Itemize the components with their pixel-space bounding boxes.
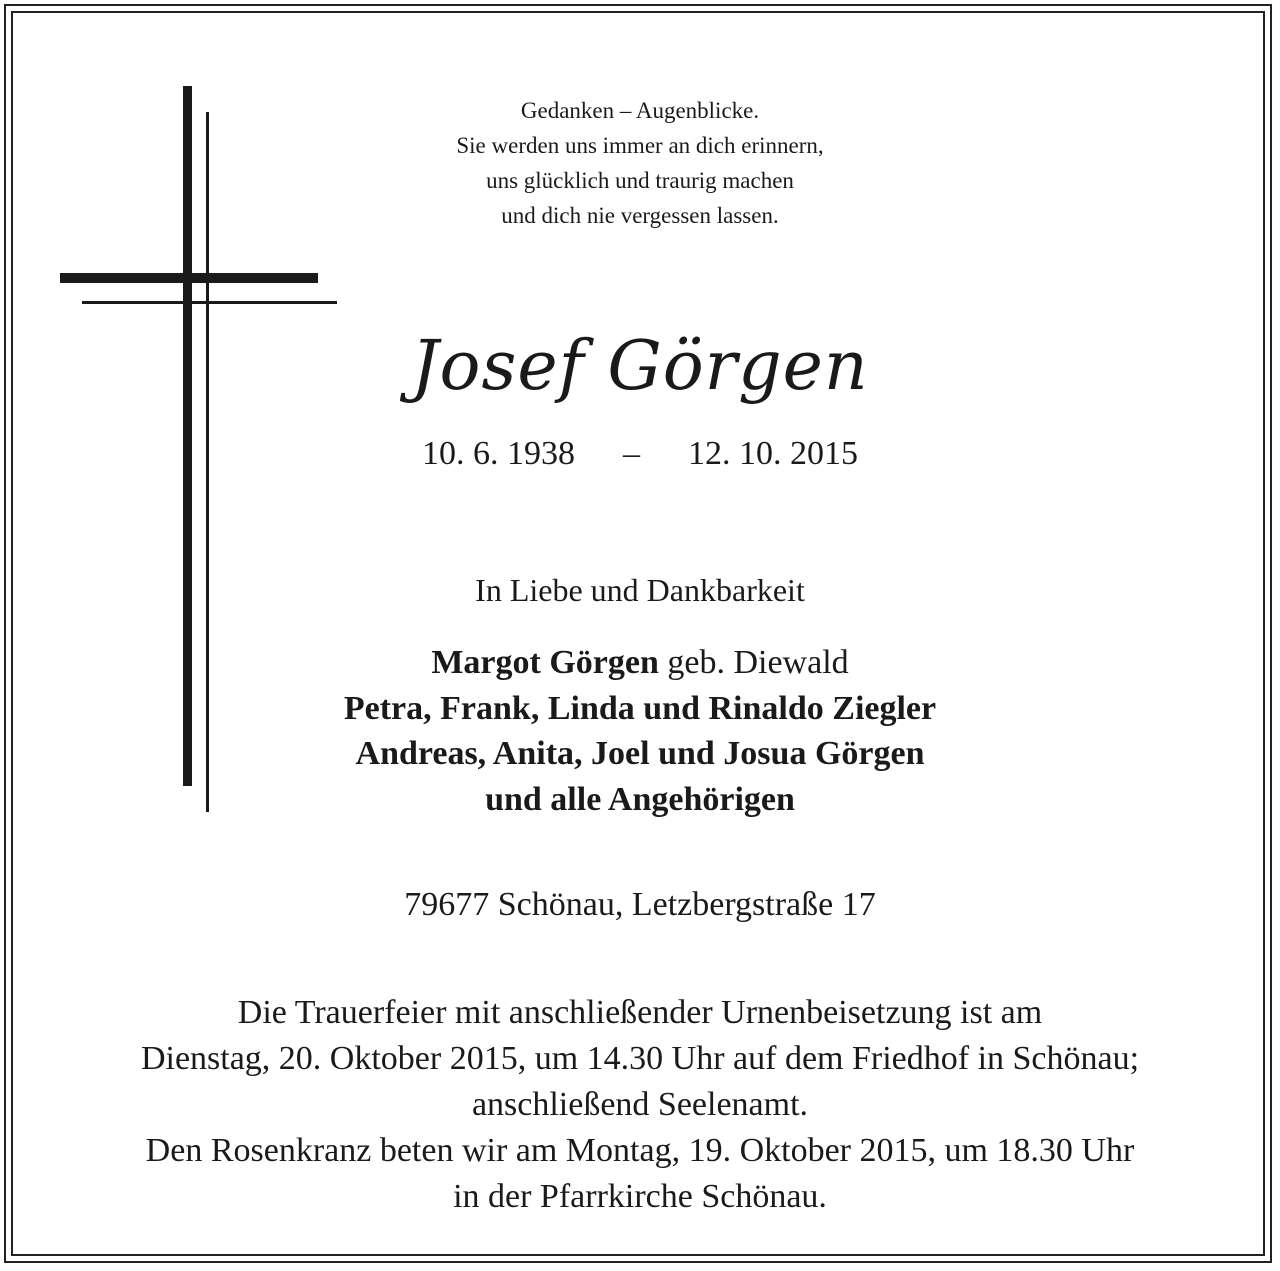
service-line: Die Trauerfeier mit anschließender Urnenbeisetzung ist am (237, 994, 1043, 1031)
mourner-maiden-name: geb. Diewald (658, 644, 849, 681)
service-line: Den Rosenkranz beten wir am Montag, 19. Oktober 2015, um 18.30 Uhr (145, 1132, 1135, 1169)
service-line: anschließend Seelenamt. (471, 1086, 809, 1123)
motto-line: und dich nie vergessen lassen. (501, 203, 779, 228)
cross-horizontal-bar (60, 273, 318, 283)
mourners-list (0, 640, 1280, 822)
mourner-line: Petra, Frank, Linda und Rinaldo Ziegler (343, 689, 937, 727)
mourner-line: und alle Angehörigen (485, 780, 795, 818)
birth-date: 10. 6. 1938 (422, 435, 575, 472)
date-separator: – (623, 435, 640, 472)
mourner-line: Andreas, Anita, Joel und Josua Görgen (355, 735, 925, 772)
service-details (0, 990, 1280, 1220)
motto-verse (0, 93, 1280, 233)
service-line: Dienstag, 20. Oktober 2015, um 14.30 Uhr auf dem Friedhof in Schönau; (140, 1040, 1140, 1077)
motto-line: Sie werden uns immer an dich erinnern, (456, 133, 824, 158)
mourner-primary-name: Margot Görgen (431, 644, 659, 681)
deceased-name: Josef Görgen (411, 327, 869, 406)
motto-line: Gedanken – Augenblicke. (520, 98, 760, 123)
motto-line: uns glücklich und traurig machen (486, 168, 794, 193)
dedication-line: In Liebe und Dankbarkeit (475, 572, 805, 608)
mourners-address: 79677 Schönau, Letzbergstraße 17 (404, 886, 876, 923)
death-date: 12. 10. 2015 (688, 435, 858, 472)
mourner-line (0, 640, 1280, 686)
service-line: in der Pfarrkirche Schönau. (453, 1178, 827, 1215)
cross-horizontal-thin-line (82, 301, 337, 304)
life-dates (0, 433, 1280, 475)
